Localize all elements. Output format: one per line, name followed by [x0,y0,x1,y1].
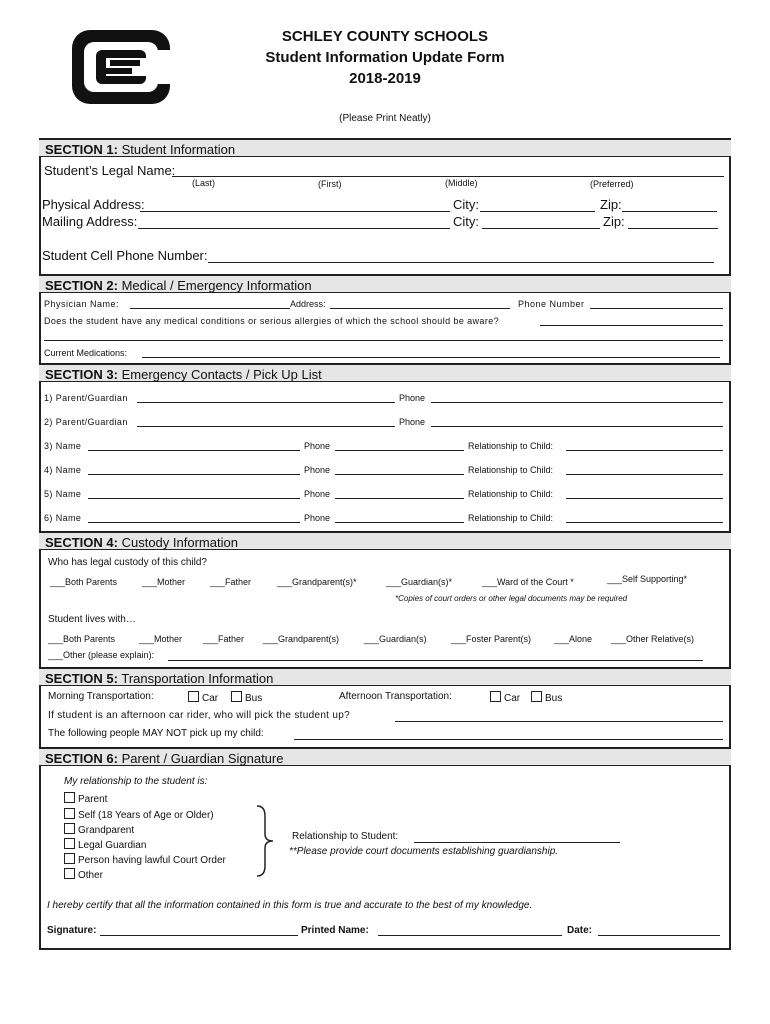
school-name: SCHLEY COUNTY SCHOOLS [281,28,489,45]
checkbox-icon [490,691,501,702]
option-parent[interactable]: Parent [64,792,107,805]
legal-name-label: Student’s Legal Name: [44,163,176,178]
contact-6-phone[interactable] [335,522,464,523]
school-year: 2018-2019 [349,70,421,87]
custody-both-parents[interactable]: ___Both Parents [50,577,118,587]
lives-guardians[interactable]: ___Guardian(s) [364,634,427,644]
section-4-header: SECTION 4: Custody Information [39,531,731,550]
contact-3-phone[interactable] [335,450,464,451]
custody-self-supporting[interactable]: ___Self Supporting* [607,574,688,584]
option-legal-guardian[interactable]: Legal Guardian [64,838,146,851]
custody-ward[interactable]: ___Ward of the Court * [482,577,574,587]
contact-6-relationship[interactable] [566,522,723,523]
printed-name-field[interactable] [378,935,562,936]
contact-5-phone[interactable] [335,498,464,499]
checkbox-icon [531,691,542,702]
option-court-order[interactable]: Person having lawful Court Order [64,853,226,866]
checkbox-icon [64,792,75,803]
checkbox-icon [64,838,75,849]
checkbox-icon [231,691,242,702]
contact-5-relationship[interactable] [566,498,723,499]
lives-both-parents[interactable]: ___Both Parents [48,634,116,644]
form-title: Student Information Update Form [265,49,505,66]
section-5-header: SECTION 5: Transportation Information [39,667,731,686]
physician-address-field[interactable] [330,308,510,309]
certification-statement: I hereby certify that all the information contained in this form is true and accurate to the best of my knowledge. [47,900,533,911]
not-pick-up-field[interactable] [294,739,723,740]
signature-field[interactable] [100,935,298,936]
contact-4-relationship[interactable] [566,474,723,475]
section-3-header: SECTION 3: Emergency Contacts / Pick Up List [39,363,731,382]
right-brace-icon [255,804,275,883]
contact-5-name[interactable] [88,498,300,499]
lives-other-relatives[interactable]: ___Other Relative(s) [611,634,695,644]
contact-6-name[interactable] [88,522,300,523]
section-2-header: SECTION 2: Medical / Emergency Information [39,274,731,293]
print-note: (Please Print Neatly) [339,113,431,124]
custody-father[interactable]: ___Father [210,577,252,587]
mailing-address-label: Mailing Address: [42,214,138,229]
guardian-1-field[interactable] [137,402,395,403]
physical-address-label: Physical Address: [42,197,145,212]
contact-4-name[interactable] [88,474,300,475]
afternoon-bus-checkbox[interactable]: Bus [531,691,562,704]
medications-field[interactable] [142,357,720,358]
guardian-2-field[interactable] [137,426,395,427]
contact-3-relationship[interactable] [566,450,723,451]
morning-car-checkbox[interactable]: Car [188,691,218,704]
contact-4-phone[interactable] [335,474,464,475]
checkbox-icon [64,853,75,864]
custody-guardians[interactable]: ___Guardian(s)* [386,577,453,587]
physical-zip-field[interactable] [622,211,717,212]
physician-phone-field[interactable] [590,308,723,309]
afternoon-car-checkbox[interactable]: Car [490,691,520,704]
lives-mother[interactable]: ___Mother [139,634,183,644]
checkbox-icon [64,823,75,834]
school-logo [66,24,176,110]
cell-phone-field[interactable] [208,262,714,263]
morning-bus-checkbox[interactable]: Bus [231,691,262,704]
checkbox-icon [64,868,75,879]
option-other[interactable]: Other [64,868,103,881]
checkbox-icon [64,808,75,819]
legal-name-field[interactable] [172,176,724,177]
lives-grandparents[interactable]: ___Grandparent(s) [263,634,340,644]
section-6-header: SECTION 6: Parent / Guardian Signature [39,747,731,766]
mailing-city-field[interactable] [482,228,600,229]
car-rider-field[interactable] [395,721,723,722]
cell-phone-label: Student Cell Phone Number: [42,248,208,263]
other-explain-field[interactable] [168,660,703,661]
guardian-2-phone[interactable] [431,426,723,427]
relationship-to-student-field[interactable] [414,842,620,843]
lives-foster-parents[interactable]: ___Foster Parent(s) [451,634,532,644]
lives-other-explain[interactable]: ___Other (please explain): [48,650,155,660]
checkbox-icon [188,691,199,702]
medical-conditions-line-2[interactable] [44,340,723,341]
mailing-zip-field[interactable] [628,228,718,229]
physical-city-field[interactable] [480,211,595,212]
custody-grandparents[interactable]: ___Grandparent(s)* [277,577,357,587]
mailing-address-field[interactable] [138,228,450,229]
lives-father[interactable]: ___Father [203,634,245,644]
contact-3-name[interactable] [88,450,300,451]
option-grandparent[interactable]: Grandparent [64,823,134,836]
court-orders-note: *Copies of court orders or other legal documents may be required [395,594,628,603]
custody-mother[interactable]: ___Mother [142,577,186,587]
medical-conditions-field[interactable] [540,325,723,326]
physical-address-field[interactable] [140,211,450,212]
section-1-header: SECTION 1: Student Information [39,138,731,157]
option-self[interactable]: Self (18 Years of Age or Older) [64,808,214,821]
physician-name-field[interactable] [130,308,290,309]
date-field[interactable] [598,935,720,936]
guardian-1-phone[interactable] [431,402,723,403]
lives-alone[interactable]: ___Alone [554,634,593,644]
